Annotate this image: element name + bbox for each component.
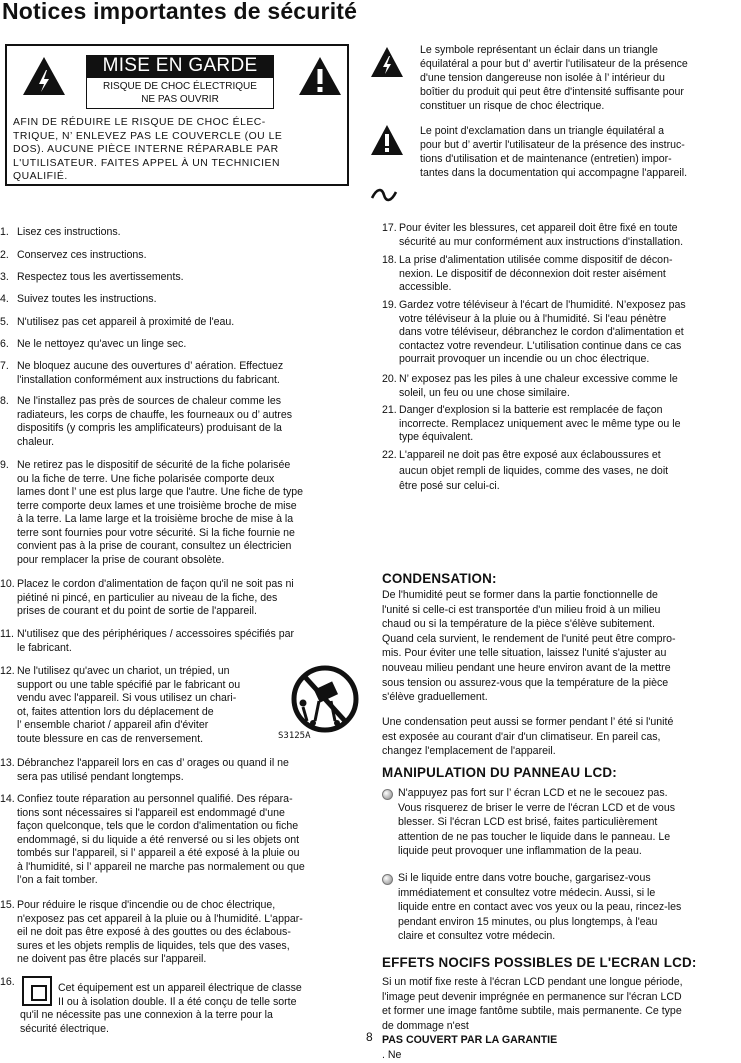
page-title: Notices importantes de sécurité bbox=[2, 0, 358, 24]
caution-box bbox=[5, 44, 349, 186]
exclamation-triangle-icon bbox=[370, 124, 404, 156]
page-number: 8 bbox=[366, 1030, 373, 1044]
cart-figure-caption: S3125A bbox=[278, 731, 311, 741]
lightning-symbol-description: Le symbole représentant un éclair dans un triangle équilatéral a pour but d’ avertir l'utilisateur de la présence d'une tension dangereuse non isolée à l’ intérieur du boîtier du produit qui peut être d'intensité suffisante pour constituer un risque de choc électrique. bbox=[420, 44, 688, 112]
bullet-icon bbox=[382, 874, 393, 885]
exclamation-warning-icon bbox=[297, 55, 343, 97]
bullet-icon bbox=[382, 789, 393, 800]
condensation-paragraph-2: Une condensation peut aussi se former pendant l’ été si l'unité est exposée au courant d'air d'un climatiseur. En pareil cas, changez l'emplacement de l'appareil. bbox=[382, 716, 674, 758]
condensation-paragraph: De l'humidité peut se former dans la partie fonctionnelle de l'unité si celle-ci est transportée d'un milieu froid à un milieu chaud ou si la température de la pièce s'élève subitement. Quand cela survient, le rendement de l'unité peut être compro- mis. Pour éviter une telle situation, laissez l'unité s'ajuster au nouveau milieu pendant une heure environ avant de la mettre sous tension ou assurez-vous que la température de la pièce s'élève graduellement. bbox=[382, 589, 676, 704]
lcd-harmful-effects-paragraph: Si un motif fixe reste à l'écran LCD pendant une longue période, l'image peut devenir imprégnée en permanence sur l'écran LCD et former une image fantôme subtile, mais permanente. Ce type de dommage n'est PAS COUVERT PAR LA GARANTIE . Ne bbox=[382, 976, 683, 1061]
lcd-harmful-effects-heading: EFFETS NOCIFS POSSIBLES DE L'ECRAN LCD: bbox=[382, 955, 697, 970]
exclamation-symbol-description: Le point d'exclamation dans un triangle équilatéral a pour but d’ avertir l'utilisateur de la présence des instruc- tions d'utilisation et de maintenance (entretien) impor- tantes dans la documentation qui accompagne l'appareil. bbox=[420, 125, 688, 179]
caution-text: AFIN DE RÉDUIRE LE RISQUE DE CHOC ÉLEC- TRIQUE, N’ ENLEVEZ PAS LE COUVERCLE (OU LE DOS). AUCUNE PIÈCE INTERNE RÉPARABLE PAR L'UTILISATEUR. FAITES APPEL À UN TECHNICIEN QUALIFIÉ. bbox=[13, 117, 283, 183]
lcd-handling-heading: MANIPULATION DU PANNEAU LCD: bbox=[382, 765, 617, 780]
lightning-warning-icon bbox=[21, 55, 67, 97]
lightning-triangle-icon bbox=[370, 46, 404, 78]
condensation-heading: CONDENSATION: bbox=[382, 571, 497, 586]
caution-header: MISE EN GARDE bbox=[86, 55, 274, 77]
class-ii-double-insulation-icon bbox=[22, 976, 52, 1006]
caution-subheader: RISQUE DE CHOC ÉLECTRIQUE NE PAS OUVRIR bbox=[86, 77, 274, 109]
ac-wave-icon bbox=[370, 186, 398, 204]
